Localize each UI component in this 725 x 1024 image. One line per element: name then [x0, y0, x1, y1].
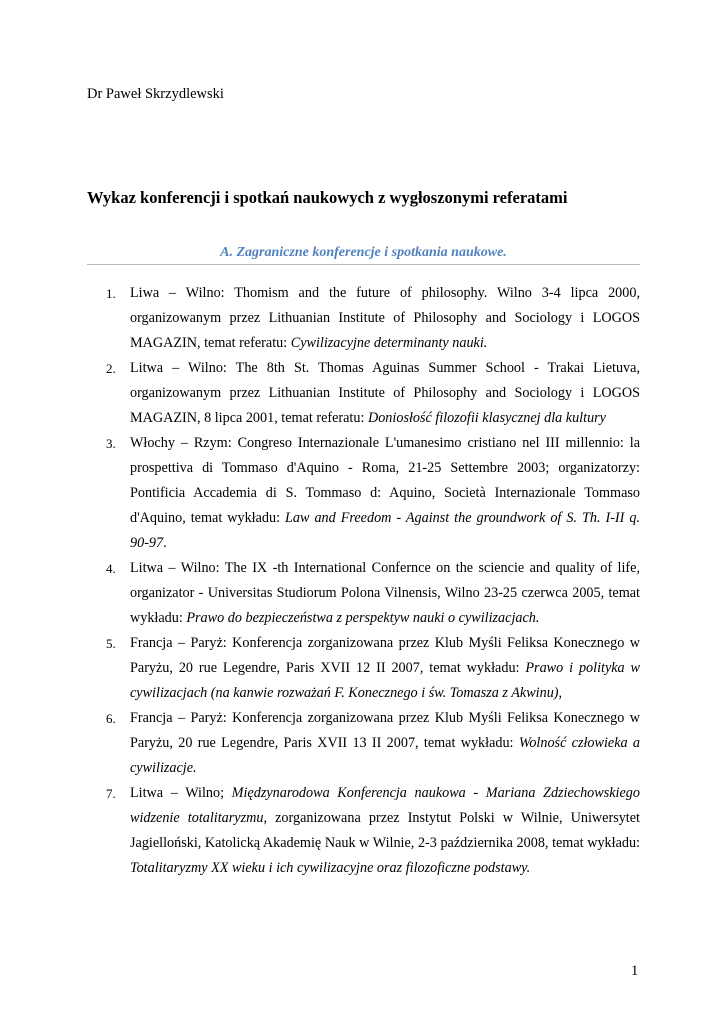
list-item-number-text: 7. — [106, 786, 116, 801]
list-item-plain-text: Włochy – Rzym: Congreso Internazionale L'umanesimo cristiano nel III millennio: la prospettiva di Tommaso d'Aquino - Roma, 21-25 Settembre 2003; organizatorzy: Pontificia Accademia di S. Tommaso d: Aquino, Società Internazionale Tommaso d'Aquino, temat wykładu: — [130, 435, 640, 526]
document-title: Wykaz konferencji i spotkań naukowych z wygłoszonymi referatami — [87, 188, 568, 207]
list-item-text — [130, 706, 640, 781]
list-item — [100, 556, 640, 631]
list-item-text — [130, 431, 640, 556]
list-item-plain-text: Litwa – Wilno; — [130, 785, 232, 801]
list-item-italic-text: Totalitaryzmy XX wieku i ich cywilizacyjne oraz filozoficzne podstawy. — [130, 860, 531, 876]
list-item-italic-text: Doniosłość filozofii klasycznej dla kultury — [367, 410, 606, 426]
list-item — [100, 631, 640, 706]
conference-list — [100, 281, 640, 881]
list-item-number-text: 6. — [106, 711, 116, 726]
list-item-plain-text: Francja – Paryż: Konferencja zorganizowana przez Klub Myśli Feliksa Konecznego w Paryżu, 20 rue Legendre, Paris XVII 13 II 2007, temat wykładu: — [130, 710, 640, 751]
list-item-number — [100, 431, 130, 556]
page-number: 1 — [631, 963, 639, 979]
author-name: Dr Paweł Skrzydlewski — [87, 86, 224, 102]
list-item-number — [100, 631, 130, 706]
list-item-italic-text: Wolność człowieka a cywilizacje. — [130, 735, 641, 776]
list-item-italic-text: Cywilizacyjne determinanty nauki. — [290, 335, 488, 351]
list-item-plain-text: Francja – Paryż: Konferencja zorganizowana przez Klub Myśli Feliksa Konecznego w Paryżu, 20 rue Legendre, Paris XVII 12 II 2007, temat wykładu: — [130, 635, 640, 676]
list-item-italic-text: Law and Freedom - Against the groundwork of S. Th. I-II q. 90-97 — [130, 510, 641, 551]
list-item-plain-text: , zorganizowana przez Instytut Polski w Wilnie, Uniwersytet Jagielloński, Katolicką Akademię Nauk w Wilnie, 2-3 października 2008, temat wykładu: — [130, 810, 640, 851]
list-item-text — [130, 631, 640, 706]
list-item-plain-text: Liwa – Wilno: Thomism and the future of philosophy. Wilno 3-4 lipca 2000, organizowanym przez Lithuanian Institute of Philosophy and Sociology i LOGOS MAGAZIN, temat referatu: — [130, 285, 640, 351]
list-item — [100, 706, 640, 781]
list-item — [100, 356, 640, 431]
list-item-number — [100, 706, 130, 781]
list-item-text — [130, 556, 640, 631]
list-item-text — [130, 281, 640, 356]
list-item-number-text: 4. — [106, 561, 116, 576]
list-item-italic-text: Prawo do bezpieczeństwa z perspektyw nauki o cywilizacjach. — [186, 610, 540, 626]
list-item-number-text: 5. — [106, 636, 116, 651]
list-item-number — [100, 281, 130, 356]
list-item-plain-text: Litwa – Wilno: The IX -th International Confernce on the sciencie and quality of life, organizator - Universitas Studiorum Polona Vilnensis, Wilno 23-25 czerwca 2005, temat wykładu: — [130, 560, 640, 626]
list-item — [100, 781, 640, 881]
list-item-number — [100, 556, 130, 631]
list-item-number — [100, 781, 130, 881]
list-item — [100, 281, 640, 356]
list-item-italic-text: Międzynarodowa Konferencja naukowa - Mariana Zdziechowskiego widzenie totalitaryzmu — [130, 785, 640, 826]
list-item-number-text: 3. — [106, 436, 116, 451]
list-item-plain-text: . — [163, 535, 167, 551]
list-item-italic-text: Prawo i polityka w cywilizacjach (na kanwie rozważań F. Konecznego i św. Tomasza z Akwinu) — [130, 660, 640, 701]
list-item-plain-text: Litwa – Wilno: The 8th St. Thomas Aguinas Summer School - Trakai Lietuva, organizowanym przez Lithuanian Institute of Philosophy and Sociology i LOGOS MAGAZIN, 8 lipca 2001, temat referatu: — [130, 360, 640, 426]
list-item-number — [100, 356, 130, 431]
section-heading: A. Zagraniczne konferencje i spotkania naukowe. — [87, 245, 640, 265]
list-item — [100, 431, 640, 556]
list-item-text — [130, 356, 640, 431]
list-item-plain-text: , — [558, 685, 563, 701]
list-item-number-text: 2. — [106, 361, 116, 376]
list-item-text — [130, 781, 640, 881]
list-item-number-text: 1. — [106, 286, 116, 301]
